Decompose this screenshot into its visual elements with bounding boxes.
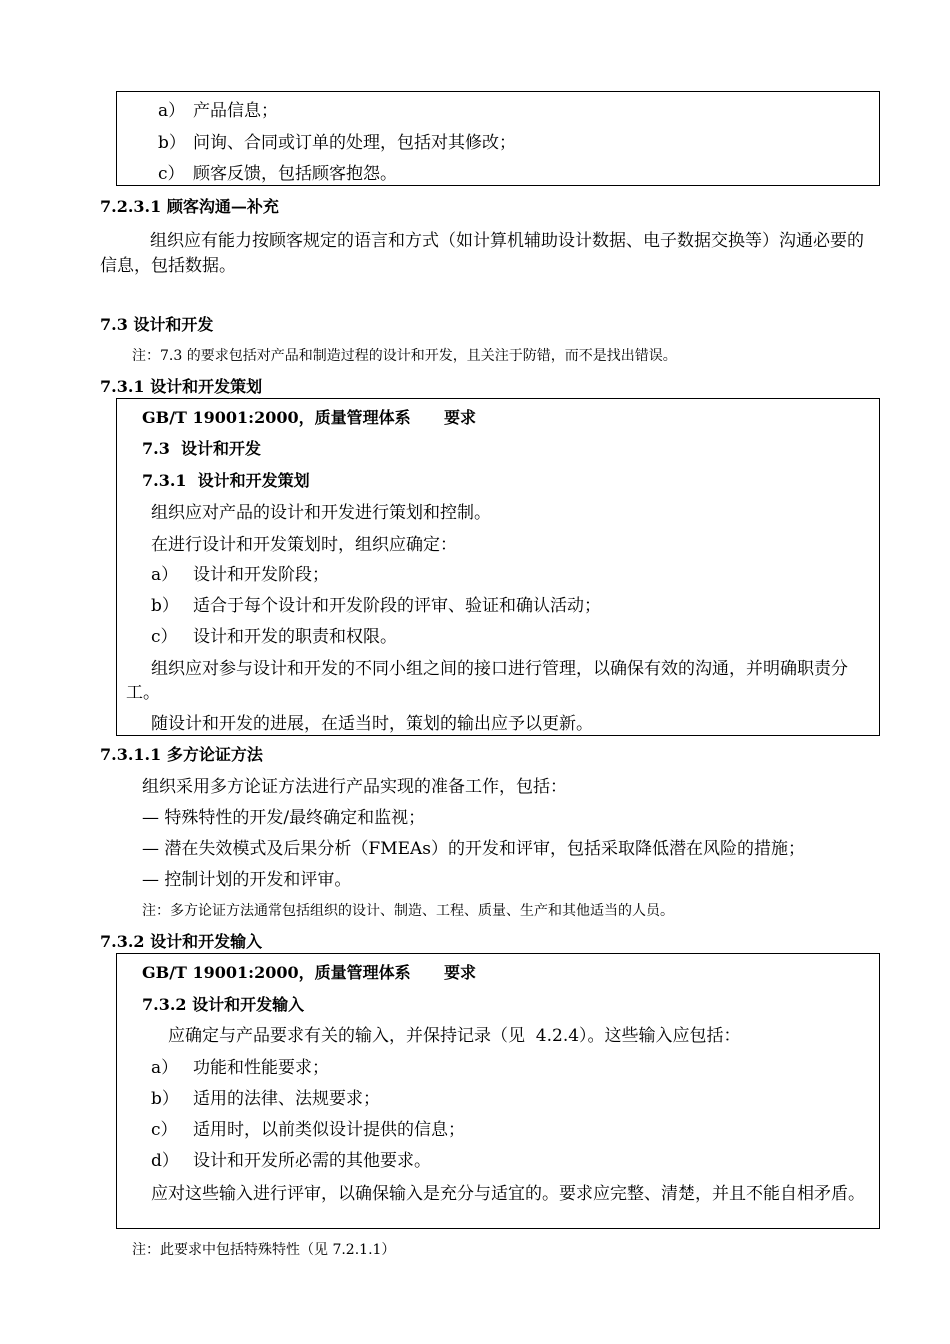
list-marker: b） — [158, 133, 186, 153]
list-item: 适用时，以前类似设计提供的信息； — [193, 1120, 465, 1140]
box-paragraph: 随设计和开发的进展，在适当时，策划的输出应予以更新。 — [151, 714, 593, 734]
paragraph-text: 应对这些输入进行评审，以确保输入是充分与适宜的。要求应完整、清楚，并且不能自相矛盾。 — [151, 1184, 865, 1204]
section-heading-73: 7.3 设计和开发 — [100, 315, 214, 334]
dash-item: — 特殊特性的开发/最终确定和监视； — [142, 808, 426, 828]
list-marker: a） — [158, 101, 186, 121]
box-paragraph-interface — [126, 657, 872, 705]
box-paragraph: 应确定与产品要求有关的输入，并保持记录（见 4.2.4）。这些输入应包括： — [168, 1026, 741, 1046]
list-marker: d） — [151, 1151, 179, 1171]
list-item: 设计和开发阶段； — [193, 565, 329, 585]
list-item: 问询、合同或订单的处理，包括对其修改； — [193, 133, 516, 153]
section-heading-731: 7.3.1 设计和开发策划 — [100, 377, 263, 396]
list-marker: b） — [151, 596, 179, 616]
list-item: 功能和性能要求； — [193, 1058, 329, 1078]
list-marker: a） — [151, 565, 179, 585]
list-marker: b） — [151, 1089, 179, 1109]
box-heading-732: 7.3.2 设计和开发输入 — [142, 995, 305, 1014]
list-item: 适用的法律、法规要求； — [193, 1089, 380, 1109]
list-item: 适合于每个设计和开发阶段的评审、验证和确认活动； — [193, 596, 601, 616]
list-item: 设计和开发所必需的其他要求。 — [193, 1151, 431, 1171]
list-marker: c） — [151, 627, 178, 647]
list-item: 设计和开发的职责和权限。 — [193, 627, 397, 647]
dash-item: — 潜在失效模式及后果分析（FMEAs）的开发和评审，包括采取降低潜在风险的措施； — [142, 839, 806, 859]
box-paragraph: 组织应对产品的设计和开发进行策划和控制。 — [151, 503, 491, 523]
paragraph-text: 组织应对参与设计和开发的不同小组之间的接口进行管理，以确保有效的沟通，并明确职责分工。 — [126, 659, 848, 703]
box-heading-731: 7.3.1 设计和开发策划 — [142, 471, 310, 490]
dash-item: — 控制计划的开发和评审。 — [142, 870, 352, 890]
section-heading-732: 7.3.2 设计和开发输入 — [100, 932, 263, 951]
section-heading-7311: 7.3.1.1 多方论证方法 — [100, 745, 263, 764]
list-item: 顾客反馈，包括顾客抱怨。 — [193, 164, 397, 184]
paragraph-7311: 组织采用多方论证方法进行产品实现的准备工作，包括： — [142, 777, 567, 797]
paragraph-text: 组织应有能力按顾客规定的语言和方式（如计算机辅助设计数据、电子数据交换等）沟通必要的信息，包括数据。 — [100, 231, 864, 276]
note-7311: 注：多方论证方法通常包括组织的设计、制造、工程、质量、生产和其他适当的人员。 — [142, 903, 674, 919]
list-marker: c） — [158, 164, 185, 184]
standard-title: GB/T 19001:2000，质量管理体系 要求 — [142, 963, 477, 982]
final-note: 注：此要求中包括特殊特性（见 7.2.1.1） — [132, 1242, 396, 1258]
paragraph-7231 — [100, 229, 880, 279]
list-item: 产品信息； — [193, 101, 278, 121]
list-marker: a） — [151, 1058, 179, 1078]
section-heading-7231: 7.2.3.1 顾客沟通—补充 — [100, 197, 279, 216]
box-heading-73: 7.3 设计和开发 — [142, 439, 261, 458]
box-paragraph-review — [151, 1182, 873, 1206]
list-marker: c） — [151, 1120, 178, 1140]
standard-title: GB/T 19001:2000，质量管理体系 要求 — [142, 408, 477, 427]
box-paragraph: 在进行设计和开发策划时，组织应确定： — [151, 535, 457, 555]
note-73: 注：7.3 的要求包括对产品和制造过程的设计和开发，且关注于防错，而不是找出错误。 — [132, 348, 677, 364]
